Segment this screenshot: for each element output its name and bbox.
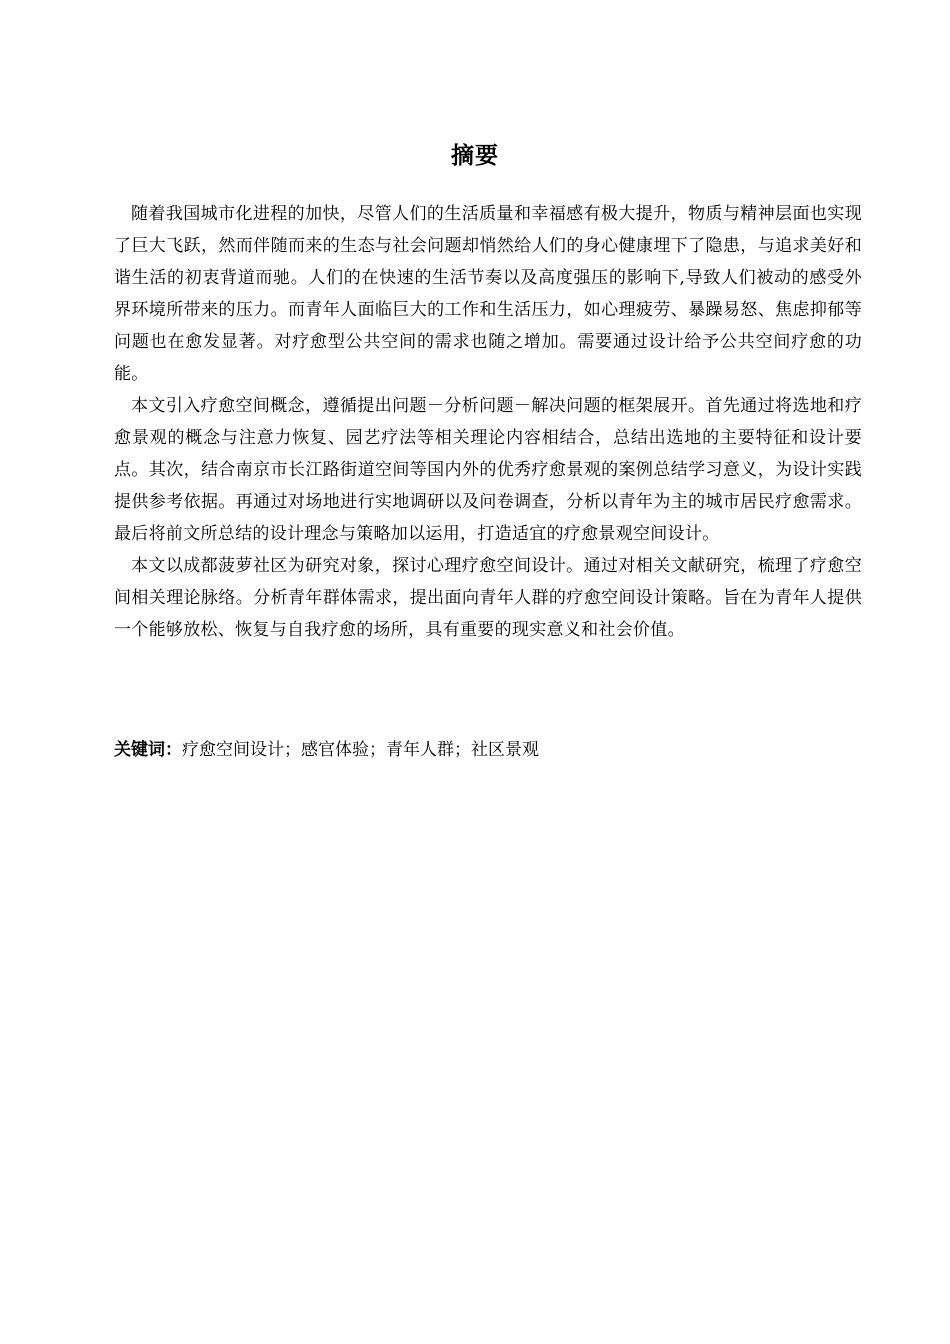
abstract-body bbox=[114, 198, 862, 646]
keywords-line bbox=[114, 734, 862, 766]
page-title: 摘要 bbox=[451, 143, 499, 169]
keywords-label: 关键词： bbox=[114, 740, 182, 760]
abstract-paragraph-1: 随着我国城市化进程的加快，尽管人们的生活质量和幸福感有极大提升，物质与精神层面也实现了巨大飞跃，然而伴随而来的生态与社会问题却悄然给人们的身心健康埋下了隐患，与追求美好和谐生活的初衷背道而驰。人们的在快速的生活节奏以及高度强压的影响下,导致人们被动的感受外界环境所带来的压力。而青年人面临巨大的工作和生活压力，如心理疲劳、暴躁易怒、焦虑抑郁等问题也在愈发显著。对疗愈型公共空间的需求也随之增加。需要通过设计给予公共空间疗愈的功能。 bbox=[114, 204, 862, 384]
keywords-text: 疗愈空间设计；感官体验；青年人群；社区景观 bbox=[182, 740, 539, 760]
abstract-paragraph-2: 本文引入疗愈空间概念，遵循提出问题－分析问题－解决问题的框架展开。首先通过将选地和疗愈景观的概念与注意力恢复、园艺疗法等相关理论内容相结合，总结出选地的主要特征和设计要点。其次，结合南京市长江路街道空间等国内外的优秀疗愈景观的案例总结学习意义，为设计实践提供参考依据。再通过对场地进行实地调研以及问卷调查，分析以青年为主的城市居民疗愈需求。最后将前文所总结的设计理念与策略加以运用，打造适宜的疗愈景观空间设计。 bbox=[114, 396, 862, 544]
abstract-paragraph-3: 本文以成都菠萝社区为研究对象，探讨心理疗愈空间设计。通过对相关文献研究，梳理了疗愈空间相关理论脉络。分析青年群体需求，提出面向青年人群的疗愈空间设计策略。旨在为青年人提供一个能够放松、恢复与自我疗愈的场所，具有重要的现实意义和社会价值。 bbox=[114, 556, 862, 640]
